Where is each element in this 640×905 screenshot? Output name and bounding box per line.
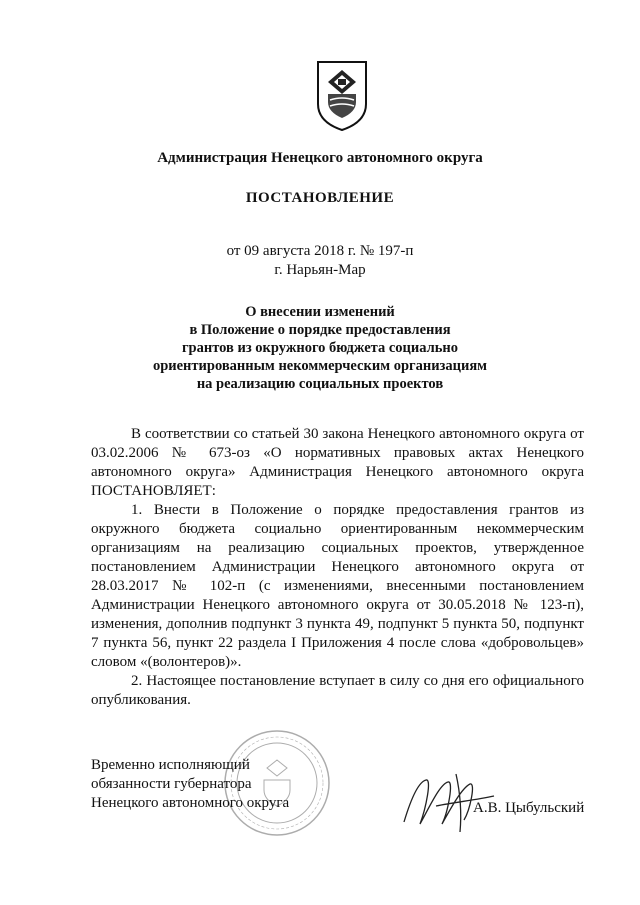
document-title bbox=[0, 303, 640, 393]
title-line: ориентированным некоммерческим организациям bbox=[152, 358, 488, 374]
title-line: на реализацию социальных проектов bbox=[196, 376, 444, 392]
coat-of-arms-icon bbox=[316, 60, 368, 132]
title-line: грантов из окружного бюджета социально bbox=[181, 340, 459, 356]
preamble-paragraph: В соответствии со статьей 30 закона Ненецкого автономного округа от 03.02.2006 № 673-оз «О нормативных правовых актах Ненецкого автономного округа» Администрация Ненецкого автономного округа ПОСТАНОВЛЯЕТ: bbox=[91, 426, 584, 499]
signatory-position bbox=[91, 756, 289, 813]
position-line: обязанности губернатора bbox=[91, 776, 252, 792]
document-type: ПОСТАНОВЛЕНИЕ bbox=[245, 190, 395, 206]
title-line: в Положение о порядке предоставления bbox=[189, 322, 451, 338]
organization-name: Администрация Ненецкого автономного округа bbox=[157, 150, 483, 166]
position-line: Временно исполняющий bbox=[91, 757, 250, 773]
document-body bbox=[91, 425, 584, 710]
signatory-name: А.В. Цыбульский bbox=[473, 800, 585, 816]
document-date-number: от 09 августа 2018 г. № 197-п bbox=[226, 243, 414, 259]
position-line: Ненецкого автономного округа bbox=[91, 795, 290, 811]
item-2-paragraph: 2. Настоящее постановление вступает в силу со дня его официального опубликования. bbox=[91, 673, 584, 708]
item-1-paragraph: 1. Внести в Положение о порядке предоставления грантов из окружного бюджета социально ориентированным некоммерческим организациям на реализацию социальных проектов, утвержденное постановлением Администрации Ненецкого автономного округа от 28.03.2017 № 102-п (с изменениями, внесенными постановлением Администрации Ненецкого автономного округа от 30.05.2018 № 123-п), изменения, дополнив подпункт 3 пункта 49, подпункт 5 пункта 50, подпункт 7 пункта 56, пункт 22 раздела I Приложения 4 после слова «добровольцев» словом «(волонтеров)». bbox=[91, 502, 584, 670]
title-line: О внесении изменений bbox=[245, 304, 395, 320]
document-city: г. Нарьян-Мар bbox=[274, 262, 366, 278]
